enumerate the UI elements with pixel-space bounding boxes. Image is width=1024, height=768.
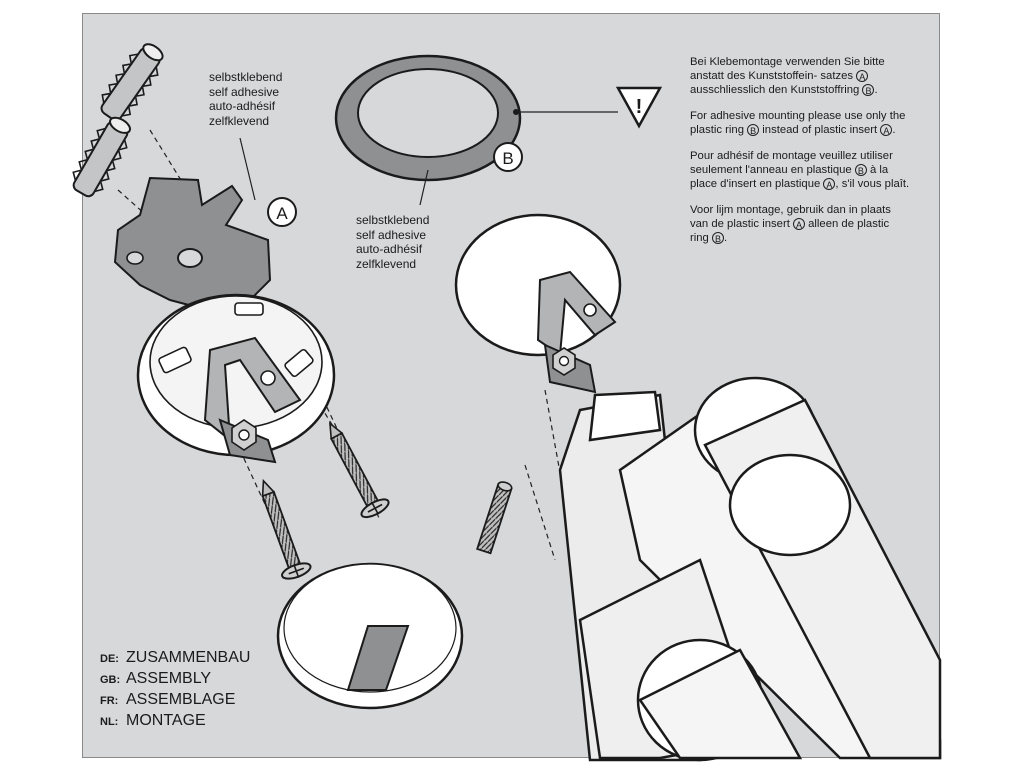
title-text: ASSEMBLAGE — [126, 691, 236, 708]
lang-code: NL: — [100, 716, 119, 728]
marker-b — [494, 143, 522, 171]
set-screw — [477, 480, 513, 553]
circle-a-icon: A — [880, 124, 892, 136]
note-fr-text-1: Pour adhésif de montage veuillez utiliser seulement l'anneau en plastique — [690, 150, 893, 176]
title-gb — [100, 669, 250, 690]
note-gb-text-3: . — [892, 124, 896, 136]
warning-icon — [618, 88, 660, 126]
lang-code: FR: — [100, 695, 119, 707]
adhesive-label-fr: auto-adhésif — [356, 242, 423, 256]
title-text: MONTAGE — [126, 712, 206, 729]
circle-b-icon: B — [712, 232, 724, 244]
note-de-text-3: . — [874, 84, 878, 96]
assembly-titles — [100, 648, 250, 732]
left-wall-rosette — [138, 295, 334, 462]
adhesive-label-de: selbstklebend — [209, 70, 283, 84]
adhesive-label-gb: self adhesive — [209, 84, 280, 99]
cover-cap — [278, 564, 462, 708]
note-fr-text-3: , s'il vous plaît. — [835, 178, 910, 190]
note-nl-text-3: . — [723, 232, 728, 244]
marker-a-letter: A — [276, 204, 288, 223]
title-fr — [100, 690, 250, 711]
circle-b-icon: B — [747, 124, 759, 136]
note-de-text-1: Bei Klebemontage verwenden Sie bitte anstatt des Kunststoffein- satzes — [690, 56, 885, 82]
lang-code: GB: — [100, 674, 121, 686]
adhesive-label-gb: self adhesive — [356, 227, 427, 242]
mounting-notes — [690, 55, 910, 257]
towel-bar — [560, 378, 940, 760]
adhesive-label-de: selbstklebend — [356, 213, 430, 227]
plastic-insert-a — [115, 178, 270, 308]
note-de-text-2: ausschliesslich den Kunststoffring — [690, 84, 860, 96]
circle-a-icon: A — [856, 70, 868, 82]
note-nl — [690, 203, 910, 245]
note-nl-text-1: Voor lijm montage, gebruik dan in plaats van de plastic insert — [690, 204, 891, 230]
wall-anchor-1 — [94, 38, 170, 126]
title-text: ASSEMBLY — [126, 670, 212, 687]
circle-b-icon: B — [855, 164, 867, 176]
plastic-ring-b — [336, 56, 520, 180]
note-nl-text-2: alleen de plastic ring — [690, 218, 890, 244]
circle-a-icon: A — [823, 178, 835, 190]
circle-a-icon: A — [793, 218, 805, 230]
screw-1 — [317, 416, 392, 521]
note-fr — [690, 149, 910, 191]
wall-anchor-2 — [66, 112, 137, 202]
note-gb-text-1: For adhesive mounting please use only the plastic ring — [690, 110, 906, 136]
warning-symbol: ! — [635, 96, 643, 118]
title-de — [100, 648, 250, 669]
adhesive-label-nl: zelfklevend — [209, 113, 270, 128]
adhesive-label-insert — [209, 70, 282, 128]
leader-a — [240, 138, 255, 200]
right-wall-rosette — [456, 215, 620, 392]
note-gb-text-2: instead of plastic insert — [762, 124, 878, 136]
title-nl — [100, 711, 250, 732]
note-fr-text-2: à la place d'insert en plastique — [690, 164, 889, 190]
adhesive-label-ring — [356, 213, 429, 271]
circle-b-icon: B — [862, 84, 874, 96]
marker-a — [268, 198, 296, 226]
marker-b-letter: B — [502, 149, 514, 168]
leader-b-dot — [513, 109, 519, 115]
adhesive-label-fr: auto-adhésif — [209, 99, 276, 113]
lang-code: DE: — [100, 653, 119, 665]
note-de — [690, 55, 910, 97]
adhesive-label-nl: zelfklevend — [356, 256, 417, 271]
note-gb — [690, 109, 910, 137]
title-text: ZUSAMMENBAU — [126, 649, 251, 666]
